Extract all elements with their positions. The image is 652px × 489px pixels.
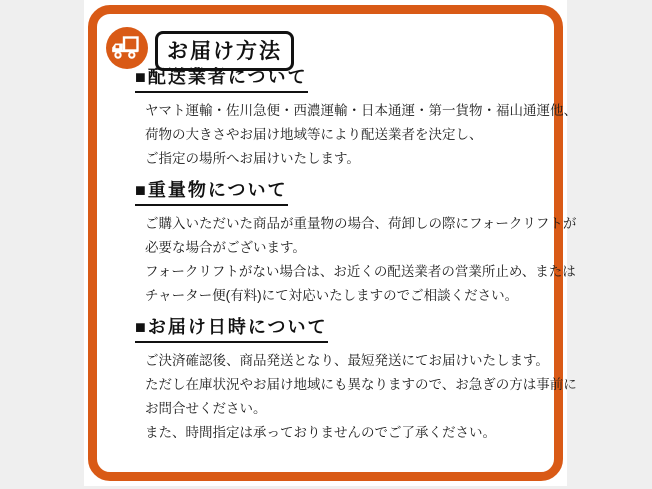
delivery-truck-icon-svg [106, 27, 148, 69]
section-heavy-items-body [135, 212, 576, 308]
section-carriers-body [135, 99, 577, 171]
section-heavy-items-heading: ■重量物について [135, 180, 288, 206]
body-text-line: お問合せください。 [145, 401, 267, 416]
body-text-line: ご指定の場所へお届けいたします。 [145, 151, 360, 166]
body-text-line: また、時間指定は承っておりませんのでご了承ください。 [145, 425, 496, 440]
section-heavy-items [135, 180, 576, 308]
body-text-line: フォークリフトがない場合は、お近くの配送業者の営業所止め、または [145, 264, 576, 279]
section-delivery-datetime-body [135, 349, 577, 445]
body-text-line: ただし在庫状況やお届け地域にも異なりますので、お急ぎの方は事前に [145, 377, 577, 392]
body-text-line: ご決済確認後、商品発送となり、最短発送にてお届けいたします。 [145, 353, 549, 368]
section-carriers-heading: ■配送業者について [135, 67, 308, 93]
body-text-line: チャーター便(有料)にて対応いたしますのでご相談ください。 [145, 288, 519, 303]
section-delivery-datetime-heading: ■お届け日時について [135, 317, 328, 343]
section-delivery-datetime [135, 317, 577, 445]
delivery-info-frame [88, 5, 577, 481]
body-text-line: 荷物の大きさやお届け地域等により配送業者を決定し、 [145, 127, 483, 142]
frame-content [97, 14, 577, 472]
section-carriers [135, 67, 577, 171]
body-text-line: ご購入いただいた商品が重量物の場合、荷卸しの際にフォークリフトが [145, 216, 577, 231]
delivery-truck-icon [106, 27, 148, 69]
body-text-line: 必要な場合がございます。 [145, 240, 306, 255]
page-title: お届け方法 [155, 31, 294, 71]
body-text-line: ヤマト運輸・佐川急便・西濃運輸・日本通運・第一貨物・福山通運他、 [145, 103, 577, 118]
